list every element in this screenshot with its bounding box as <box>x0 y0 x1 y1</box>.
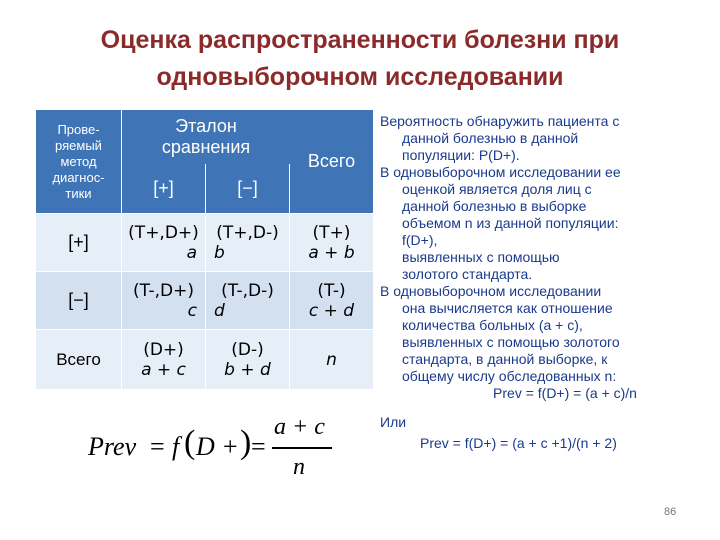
row-label-cell <box>36 214 122 272</box>
header-method-cell <box>36 110 122 214</box>
cell-code: (D+) <box>143 339 184 360</box>
text-line: В одновыборочном исследовании ее <box>380 164 621 180</box>
header-reference-line: Эталон <box>175 116 237 136</box>
cell-code: (T+,D+) <box>128 222 199 243</box>
text-line: данной болезнью в выборке <box>402 198 587 214</box>
explanation-paragraph <box>380 283 690 385</box>
header-reference-cell <box>122 110 290 164</box>
cell-code: (T+) <box>312 222 351 243</box>
text-line: золотого стандарта. <box>402 266 533 282</box>
row-label: [+] <box>68 232 89 252</box>
formula-denominator: n <box>293 454 305 480</box>
text-line: выявленных с помощью <box>402 249 560 265</box>
header-method-line: Прове- <box>57 121 100 137</box>
table-cell <box>290 272 374 330</box>
formula-eq1: = <box>150 432 165 461</box>
text-line: данной болезнью в данной <box>402 130 579 146</box>
fraction-bar <box>272 447 332 449</box>
table-cell <box>290 330 374 390</box>
table-cell <box>206 214 290 272</box>
explanation-paragraph <box>380 113 690 164</box>
explanation-paragraph <box>380 164 690 283</box>
cell-value: n <box>326 349 337 370</box>
row-label-cell <box>36 330 122 390</box>
explanation-text <box>380 113 690 452</box>
header-pos: [+] <box>153 178 174 198</box>
text-line: популяции: P(D+). <box>402 147 520 163</box>
table-cell <box>290 214 374 272</box>
text-line: объемом n из данной популяции: <box>402 215 619 231</box>
text-line: f(D+), <box>402 232 438 248</box>
cell-value: d <box>214 300 225 321</box>
table-cell <box>122 214 206 272</box>
table-cell <box>122 330 206 390</box>
title-line-1: Оценка распространенности болезни при <box>100 26 620 54</box>
text-line: стандарта, в данной выборке, к <box>402 351 608 367</box>
cell-value: c <box>187 300 197 321</box>
header-total: Всего <box>307 151 356 171</box>
cell-value: b + d <box>224 359 271 380</box>
header-method-line: метод <box>60 153 97 169</box>
cell-code: (T-,D-) <box>221 280 274 301</box>
formula-eq2: = <box>251 432 266 461</box>
cell-code: (T+,D-) <box>216 222 279 243</box>
title-line-2: одновыборочном исследовании <box>156 63 564 91</box>
row-label: Всего <box>56 349 101 369</box>
cell-code: (D-) <box>231 339 264 360</box>
formula-paren-close: ) <box>240 424 252 461</box>
cell-value: a <box>186 242 197 263</box>
cell-code: (T-) <box>317 280 346 301</box>
page-number: 86 <box>664 506 677 518</box>
formula-numerator: a + c <box>274 414 325 440</box>
table-cell <box>206 272 290 330</box>
explanation-formula-2: Prev = f(D+) = (a + c +1)/(n + 2) <box>420 435 617 451</box>
cell-value: c + d <box>308 300 355 321</box>
formula-arg: D + <box>196 432 239 461</box>
text-line: общему числу обследованных n: <box>402 368 617 384</box>
explanation-or: Или <box>380 414 407 430</box>
header-pos-cell <box>122 164 206 214</box>
formula-lhs: Prev <box>88 432 137 461</box>
text-line: она вычисляется как отношение <box>402 300 613 316</box>
header-total-cell <box>290 110 374 214</box>
cell-code: (T-,D+) <box>133 280 194 301</box>
header-method-line: диагнос- <box>52 169 105 185</box>
slide-title <box>60 22 660 96</box>
header-method-line: тики <box>65 185 92 201</box>
cell-value: a + b <box>308 242 355 263</box>
table-cell <box>206 330 290 390</box>
header-neg: [−] <box>237 178 258 198</box>
text-line: выявленных с помощью золотого <box>402 334 620 350</box>
table-cell <box>122 272 206 330</box>
text-line: оценкой является доля лиц с <box>402 181 592 197</box>
cell-value: b <box>214 242 225 263</box>
header-neg-cell <box>206 164 290 214</box>
explanation-formula-1: Prev = f(D+) = (a + c)/n <box>493 385 637 401</box>
text-line: количества больных (a + c), <box>402 317 583 333</box>
diagnostic-table <box>36 110 374 390</box>
cell-value: a + c <box>141 359 186 380</box>
header-method-line: ряемый <box>55 137 102 153</box>
row-label-cell <box>36 272 122 330</box>
row-label: [−] <box>68 290 89 310</box>
prevalence-formula <box>88 414 338 490</box>
text-line: В одновыборочном исследовании <box>380 283 602 299</box>
formula-paren-open: ( <box>184 424 196 461</box>
header-reference-line: сравнения <box>161 137 251 157</box>
formula-func: f <box>172 432 180 461</box>
text-line: Вероятность обнаружить пациента с <box>380 113 620 129</box>
